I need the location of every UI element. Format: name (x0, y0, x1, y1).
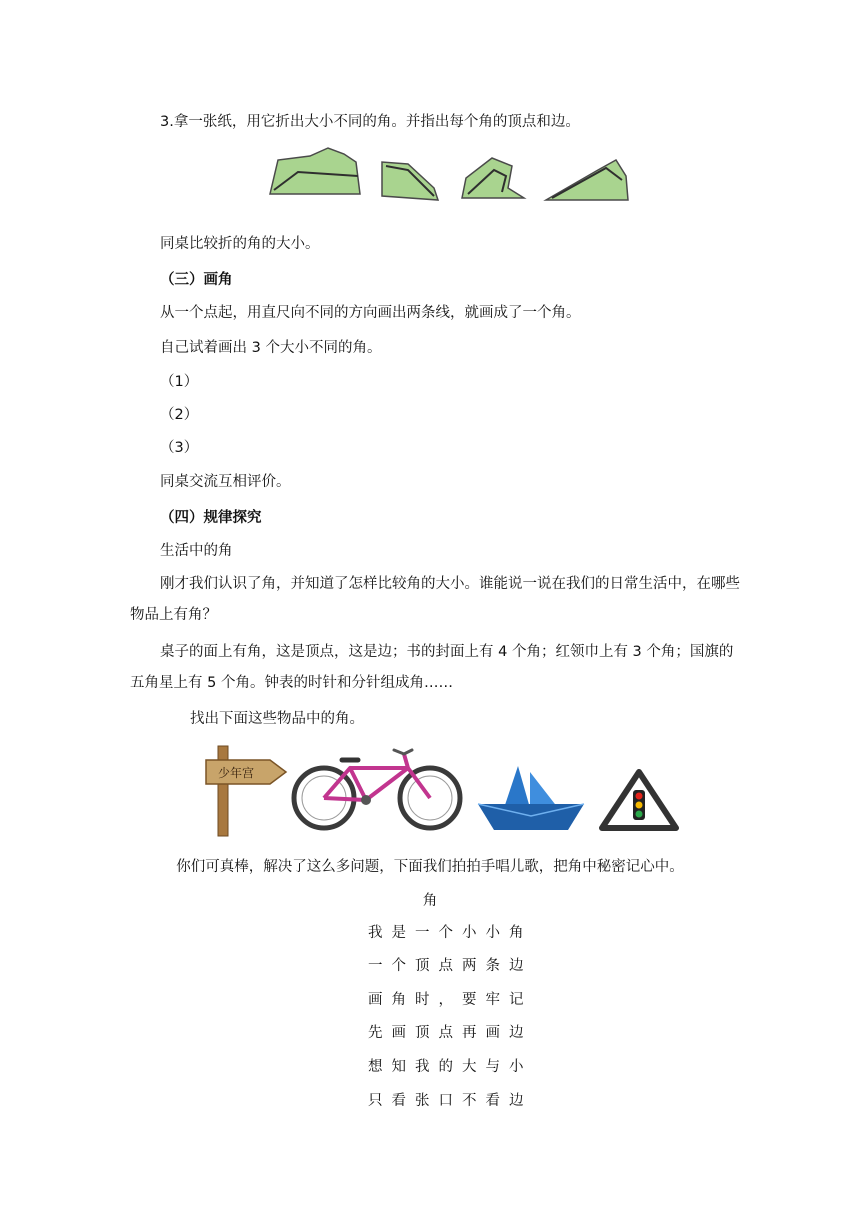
poem-line: 只看张口不看边 (368, 1093, 533, 1109)
folded-paper-3 (462, 158, 524, 198)
poem-line: 先画顶点再画边 (368, 1025, 533, 1041)
paper-boat-image (478, 764, 584, 834)
draw-paragraph-2: 自己试着画出 3 个大小不同的角。 (160, 340, 382, 356)
signpost-image (204, 742, 288, 838)
heading-explore: （四）规律探究 (160, 510, 262, 526)
find-angles-text: 找出下面这些物品中的角。 (190, 711, 364, 727)
traffic-sign-image (598, 768, 680, 832)
step-3-text: 3.拿一张纸，用它折出大小不同的角。并指出每个角的顶点和边。 (160, 114, 580, 130)
folded-paper-figures (262, 142, 638, 216)
subheading-life-angles: 生活中的角 (160, 543, 233, 559)
draw-paragraph-1: 从一个点起，用直尺向不同的方向画出两条线，就画成了一个角。 (160, 305, 581, 321)
explore-paragraph-2: 桌子的面上有角，这是顶点，这是边；书的封面上有 4 个角；红领巾上有 3 个角；国旗的五角星上有 5 个角。钟表的时针和分针组成角…… (130, 644, 734, 691)
draw-paragraph-3: 同桌交流互相评价。 (160, 474, 291, 490)
heading-draw-angle: （三）画角 (160, 272, 233, 288)
folded-paper-2 (382, 162, 438, 200)
poem-line: 我是一个小小角 (368, 925, 533, 941)
list-item-3: （3） (160, 440, 199, 456)
compare-text: 同桌比较折的角的大小。 (160, 236, 320, 252)
poem-title: 角 (422, 893, 438, 909)
signpost-label: 少年宫 (217, 766, 255, 780)
poem-line: 一个顶点两条边 (368, 958, 533, 974)
folded-paper-1 (270, 148, 360, 194)
bicycle-image (290, 746, 464, 832)
list-item-2: （2） (160, 407, 199, 423)
poem-line: 想知我的大与小 (368, 1059, 533, 1075)
closing-text: 你们可真棒，解决了这么多问题，下面我们拍拍手唱儿歌，把角中秘密记心中。 (176, 859, 684, 875)
poem-line: 画角时，要牢记 (368, 992, 533, 1008)
list-item-1: （1） (160, 374, 199, 390)
folded-paper-4 (546, 160, 628, 200)
explore-paragraph-1: 刚才我们认识了角，并知道了怎样比较角的大小。谁能说一说在我们的日常生活中，在哪些物品上有角？ (130, 576, 740, 623)
